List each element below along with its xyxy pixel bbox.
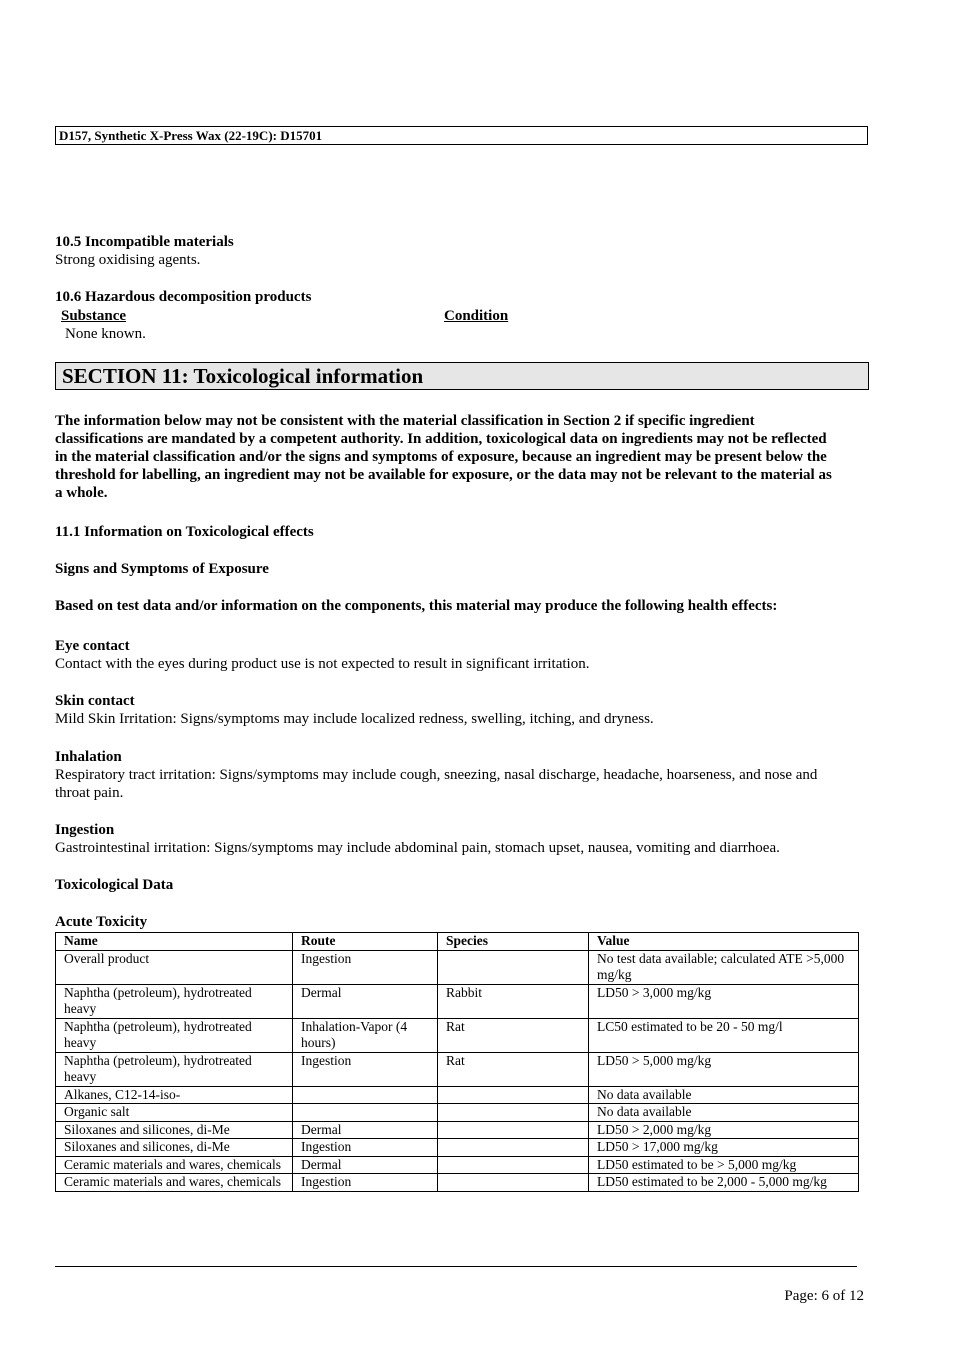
cell-value: LD50 > 5,000 mg/kg (589, 1052, 859, 1086)
acute-toxicity-title: Acute Toxicity (55, 914, 148, 930)
ingestion-title: Ingestion (55, 822, 115, 838)
cell-species (438, 1139, 589, 1157)
table-row (56, 984, 859, 1018)
cell-name: Ceramic materials and wares, chemicals (56, 1156, 293, 1174)
substance-header: Substance (61, 308, 127, 324)
cell-value: No test data available; calculated ATE >5,000 mg/kg (589, 950, 859, 984)
based-on-text: Based on test data and/or information on the components, this material may produce the following health effects: (55, 598, 778, 614)
s11-1-title: 11.1 Information on Toxicological effects (55, 524, 314, 540)
cell-value: LD50 > 17,000 mg/kg (589, 1139, 859, 1157)
table-row (56, 1104, 859, 1122)
cell-route: Ingestion (293, 1052, 438, 1086)
table-row (56, 1174, 859, 1192)
eye-contact-text: Contact with the eyes during product use is not expected to result in significant irritation. (55, 656, 590, 672)
cell-route: Dermal (293, 1121, 438, 1139)
table-row (56, 1018, 859, 1052)
cell-route: Dermal (293, 984, 438, 1018)
table-row (56, 950, 859, 984)
table-header-row (56, 933, 859, 951)
eye-contact-title: Eye contact (55, 638, 130, 654)
cell-name: Naphtha (petroleum), hydrotreated heavy (56, 984, 293, 1018)
cell-route: Ingestion (293, 1174, 438, 1192)
col-species-header: Species (438, 933, 589, 951)
cell-species (438, 1086, 589, 1104)
ingestion-text: Gastrointestinal irritation: Signs/symptoms may include abdominal pain, stomach upset, nausea, vomiting and diarrhoea. (55, 840, 780, 856)
cell-species (438, 950, 589, 984)
inhalation-text: Respiratory tract irritation: Signs/symptoms may include cough, sneezing, nasal discharge, headache, hoarseness, and nose and throat pain. (55, 767, 818, 801)
inhalation-title: Inhalation (55, 749, 122, 765)
table-row (56, 1121, 859, 1139)
s10-6-title: 10.6 Hazardous decomposition products (55, 289, 312, 305)
cell-value: No data available (589, 1104, 859, 1122)
cell-name: Alkanes, C12-14-iso- (56, 1086, 293, 1104)
cell-value: LD50 > 3,000 mg/kg (589, 984, 859, 1018)
col-value-header: Value (589, 933, 859, 951)
skin-contact-text: Mild Skin Irritation: Signs/symptoms may include localized redness, swelling, itching, and dryness. (55, 711, 654, 727)
cell-value: LC50 estimated to be 20 - 50 mg/l (589, 1018, 859, 1052)
acute-toxicity-table (55, 932, 859, 1192)
cell-species (438, 1121, 589, 1139)
cell-name: Siloxanes and silicones, di-Me (56, 1121, 293, 1139)
cell-species: Rabbit (438, 984, 589, 1018)
page-number: Page: 6 of 12 (784, 1288, 864, 1304)
signs-title: Signs and Symptoms of Exposure (55, 561, 269, 577)
cell-route (293, 1086, 438, 1104)
cell-route: Ingestion (293, 950, 438, 984)
cell-name: Siloxanes and silicones, di-Me (56, 1139, 293, 1157)
skin-contact-title: Skin contact (55, 693, 135, 709)
s10-5-title: 10.5 Incompatible materials (55, 234, 234, 250)
table-row (56, 1086, 859, 1104)
col-route-header: Route (293, 933, 438, 951)
footer-divider (55, 1266, 857, 1267)
cell-route: Dermal (293, 1156, 438, 1174)
cell-value: No data available (589, 1086, 859, 1104)
table-row (56, 1052, 859, 1086)
cell-value: LD50 estimated to be > 5,000 mg/kg (589, 1156, 859, 1174)
cell-name: Overall product (56, 950, 293, 984)
cell-route: Ingestion (293, 1139, 438, 1157)
product-title: D157, Synthetic X-Press Wax (22-19C): D15701 (59, 128, 323, 143)
table-row (56, 1139, 859, 1157)
tox-data-title: Toxicological Data (55, 877, 174, 893)
tox-intro: The information below may not be consistent with the material classification in Section 2 if specific ingredient classifications are mandated by a competent authority. In addition, toxicological data on ingredients may not be reflected in the material classification and/or the signs and symptoms of exposure, because an ingredient may be present below the threshold for labelling, an ingredient may not be available for exposure, or the data may not be relevant to the material as a whole. (55, 413, 832, 501)
document-header (55, 126, 868, 145)
cell-value: LD50 > 2,000 mg/kg (589, 1121, 859, 1139)
cell-route: Inhalation-Vapor (4 hours) (293, 1018, 438, 1052)
cell-species (438, 1174, 589, 1192)
cell-species (438, 1104, 589, 1122)
col-name-header: Name (56, 933, 293, 951)
substance-value: None known. (65, 326, 146, 342)
cell-name: Naphtha (petroleum), hydrotreated heavy (56, 1052, 293, 1086)
cell-species (438, 1156, 589, 1174)
cell-value: LD50 estimated to be 2,000 - 5,000 mg/kg (589, 1174, 859, 1192)
cell-name: Organic salt (56, 1104, 293, 1122)
condition-header: Condition (444, 308, 509, 324)
cell-route (293, 1104, 438, 1122)
cell-name: Ceramic materials and wares, chemicals (56, 1174, 293, 1192)
cell-species: Rat (438, 1052, 589, 1086)
table-row (56, 1156, 859, 1174)
s10-5-text: Strong oxidising agents. (55, 252, 201, 268)
cell-species: Rat (438, 1018, 589, 1052)
section-11-heading: SECTION 11: Toxicological information (55, 362, 869, 390)
cell-name: Naphtha (petroleum), hydrotreated heavy (56, 1018, 293, 1052)
